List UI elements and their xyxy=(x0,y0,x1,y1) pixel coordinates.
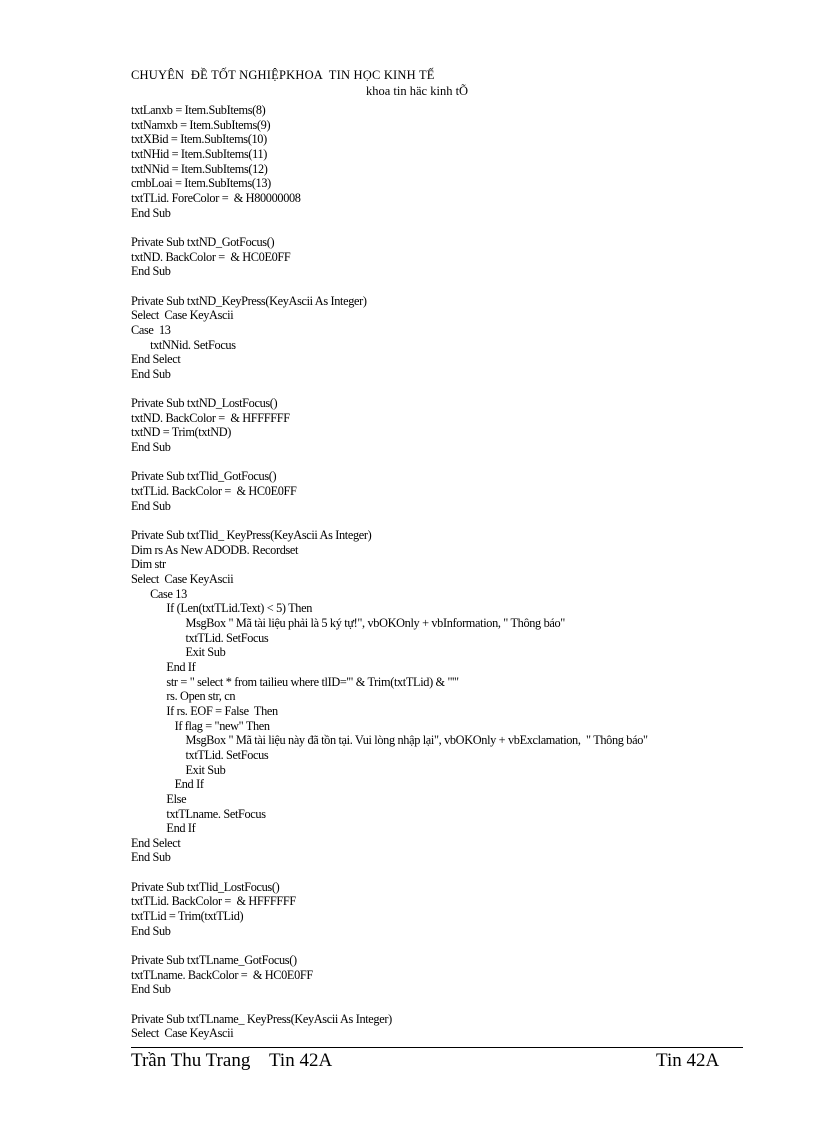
code-line xyxy=(131,381,648,396)
code-line: txtTLid. BackColor = & HC0E0FF xyxy=(131,484,297,499)
code-line: Case 13 xyxy=(131,322,171,337)
code-line: End Sub xyxy=(131,264,171,279)
code-line: Private Sub txtND_KeyPress(KeyAscii As Integer) xyxy=(131,293,367,308)
code-line: txtTLname. SetFocus xyxy=(131,806,266,821)
code-line: End If xyxy=(131,659,196,674)
code-line xyxy=(131,220,648,235)
code-line: txtXBid = Item.SubItems(10) xyxy=(131,132,267,147)
code-line: MsgBox " Mã tài liệu phải là 5 ký tự!", vbOKOnly + vbInformation, " Thông báo" xyxy=(131,615,565,630)
code-line xyxy=(131,279,648,294)
code-line xyxy=(131,938,648,953)
code-line: txtNNid = Item.SubItems(12) xyxy=(131,161,268,176)
code-line: End Sub xyxy=(131,366,171,381)
code-line: txtNamxb = Item.SubItems(9) xyxy=(131,117,271,132)
code-line: End If xyxy=(131,821,196,836)
code-line: End Select xyxy=(131,352,181,367)
code-line: Private Sub txtTlid_ KeyPress(KeyAscii As Integer) xyxy=(131,528,372,543)
code-line: MsgBox " Mã tài liệu này đã tồn tại. Vui lòng nhập lại", vbOKOnly + vbExclamation, " Thông báo" xyxy=(131,733,648,748)
code-line: End Sub xyxy=(131,440,171,455)
code-line: txtND = Trim(txtND) xyxy=(131,425,232,440)
code-line: txtTLid. SetFocus xyxy=(131,630,269,645)
code-line: txtLanxb = Item.SubItems(8) xyxy=(131,103,266,117)
code-line: End Select xyxy=(131,835,181,850)
document-header-title: CHUYÊN ĐỀ TỐT NGHIỆPKHOA TIN HỌC KINH TẾ xyxy=(131,68,435,82)
code-line: Dim str xyxy=(131,557,166,572)
code-line: If rs. EOF = False Then xyxy=(131,703,278,718)
document-header-subtitle: khoa tin häc kinh tÕ xyxy=(366,84,469,98)
code-line: Private Sub txtND_GotFocus() xyxy=(131,234,275,249)
code-line: End If xyxy=(131,777,204,792)
code-line: txtTLid. SetFocus xyxy=(131,747,269,762)
code-line: End Sub xyxy=(131,205,171,220)
code-line xyxy=(131,513,648,528)
code-line xyxy=(131,997,648,1012)
code-line: If flag = "new" Then xyxy=(131,718,270,733)
code-line: End Sub xyxy=(131,923,171,938)
code-line: rs. Open str, cn xyxy=(131,689,236,704)
code-line: cmbLoai = Item.SubItems(13) xyxy=(131,176,271,191)
code-line: Private Sub txtTLname_GotFocus() xyxy=(131,953,297,968)
code-line: str = " select * from tailieu where tlID='" & Trim(txtTLid) & "'" xyxy=(131,674,459,689)
code-line: Select Case KeyAscii xyxy=(131,308,234,323)
footer-class: Tin 42A xyxy=(656,1050,720,1071)
code-line: txtTLname. BackColor = & HC0E0FF xyxy=(131,967,313,982)
footer-author: Trần Thu Trang Tin 42A xyxy=(131,1050,333,1071)
footer-divider xyxy=(131,1047,743,1048)
code-line: Private Sub txtTLname_ KeyPress(KeyAscii As Integer) xyxy=(131,1011,392,1026)
code-line xyxy=(131,455,648,470)
code-line: txtTLid = Trim(txtTLid) xyxy=(131,909,244,924)
code-line: End Sub xyxy=(131,850,171,865)
code-line xyxy=(131,865,648,880)
code-line: Private Sub txtND_LostFocus() xyxy=(131,396,278,411)
code-line: Exit Sub xyxy=(131,762,226,777)
code-line: txtNNid. SetFocus xyxy=(131,337,236,352)
code-line: Private Sub txtTlid_LostFocus() xyxy=(131,879,280,894)
code-line: Select Case KeyAscii xyxy=(131,572,234,586)
code-line: Exit Sub xyxy=(131,645,226,660)
code-line: Else xyxy=(131,791,187,806)
code-line: txtTLid. ForeColor = & H80000008 xyxy=(131,190,301,205)
code-listing xyxy=(131,103,648,1041)
code-line: Case 13 xyxy=(131,586,187,601)
code-line: If (Len(txtTLid.Text) < 5) Then xyxy=(131,601,312,616)
code-line: Dim rs As New ADODB. Recordset xyxy=(131,542,299,557)
code-line: txtND. BackColor = & HC0E0FF xyxy=(131,249,291,264)
code-line: End Sub xyxy=(131,498,171,513)
code-line: txtTLid. BackColor = & HFFFFFF xyxy=(131,894,296,909)
code-line: End Sub xyxy=(131,982,171,997)
code-line: Select Case KeyAscii xyxy=(131,1026,234,1041)
code-line: txtND. BackColor = & HFFFFFF xyxy=(131,410,290,425)
code-line: txtNHid = Item.SubItems(11) xyxy=(131,146,268,161)
code-line: Private Sub txtTlid_GotFocus() xyxy=(131,469,277,484)
